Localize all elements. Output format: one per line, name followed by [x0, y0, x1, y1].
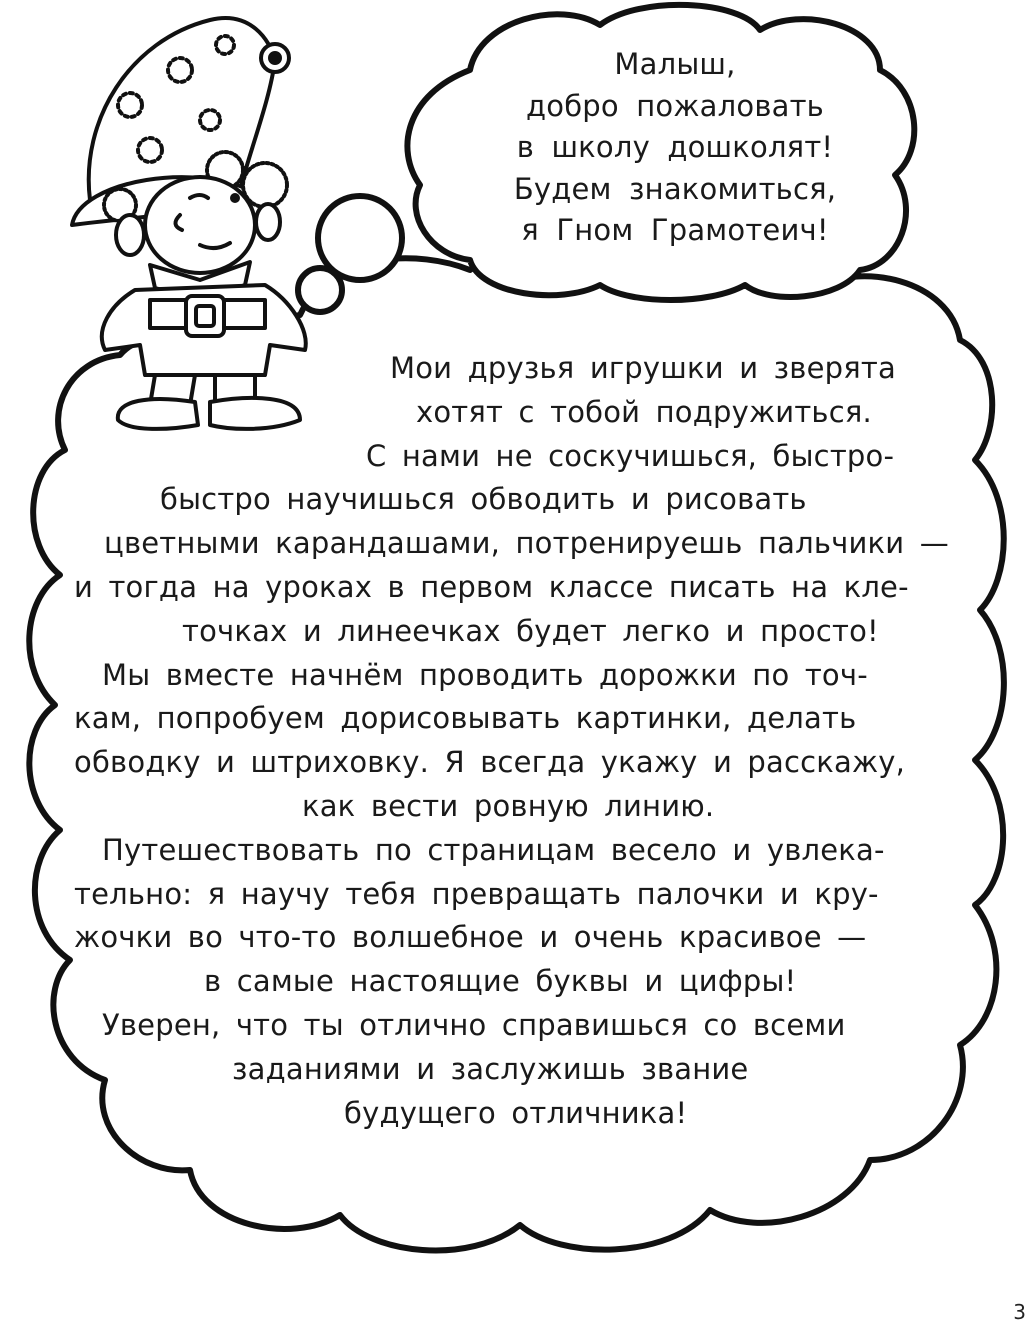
- page-number: 3: [1013, 1300, 1026, 1324]
- paragraph-line: Уверен, что ты отлично справишься со всеми: [102, 1007, 846, 1042]
- paragraph-line: и тогда на уроках в первом классе писать на кле-: [74, 569, 909, 604]
- thought-bubble-small: [298, 268, 342, 312]
- paragraph-line: хотят с тобой подружиться.: [416, 394, 872, 429]
- paragraph-line: как вести ровную линию.: [302, 788, 715, 823]
- paragraph-line: тельно: я научу тебя превращать палочки и кру-: [74, 876, 879, 911]
- paragraph-line: Путешествовать по страницам весело и увлека-: [102, 832, 885, 867]
- bubble-line: Малыш,: [614, 47, 736, 81]
- paragraph-line: Мы вместе начнём проводить дорожки по точ-: [102, 657, 868, 692]
- main-cloud-text: [60, 347, 950, 1135]
- paragraph-line: быстро научишься обводить и рисовать: [160, 482, 807, 517]
- bubble-line: добро пожаловать: [526, 88, 824, 123]
- paragraph-line: Мои друзья игрушки и зверята: [390, 351, 896, 385]
- paragraph-line: будущего отличника!: [344, 1095, 688, 1130]
- paragraph-line: в самые настоящие буквы и цифры!: [204, 964, 797, 999]
- bubble-line: Будем знакомиться,: [513, 171, 837, 206]
- paragraph-line: цветными карандашами, потренируешь пальчики —: [104, 526, 949, 561]
- speech-bubble-text: [480, 44, 870, 252]
- paragraph-line: жочки во что-то волшебное и очень красивое —: [74, 920, 867, 955]
- bubble-line: в школу дошколят!: [516, 130, 834, 164]
- paragraph-line: обводку и штриховку. Я всегда укажу и расскажу,: [74, 745, 906, 780]
- paragraph-line: точках и линеечках будет легко и просто!: [182, 613, 879, 648]
- paragraph-line: заданиями и заслужишь звание: [232, 1051, 749, 1086]
- paragraph-line: С нами не соскучишься, быстро-: [366, 438, 895, 473]
- paragraph-line: кам, попробуем дорисовывать картинки, делать: [74, 701, 857, 736]
- bubble-line: я Гном Грамотеич!: [521, 213, 829, 247]
